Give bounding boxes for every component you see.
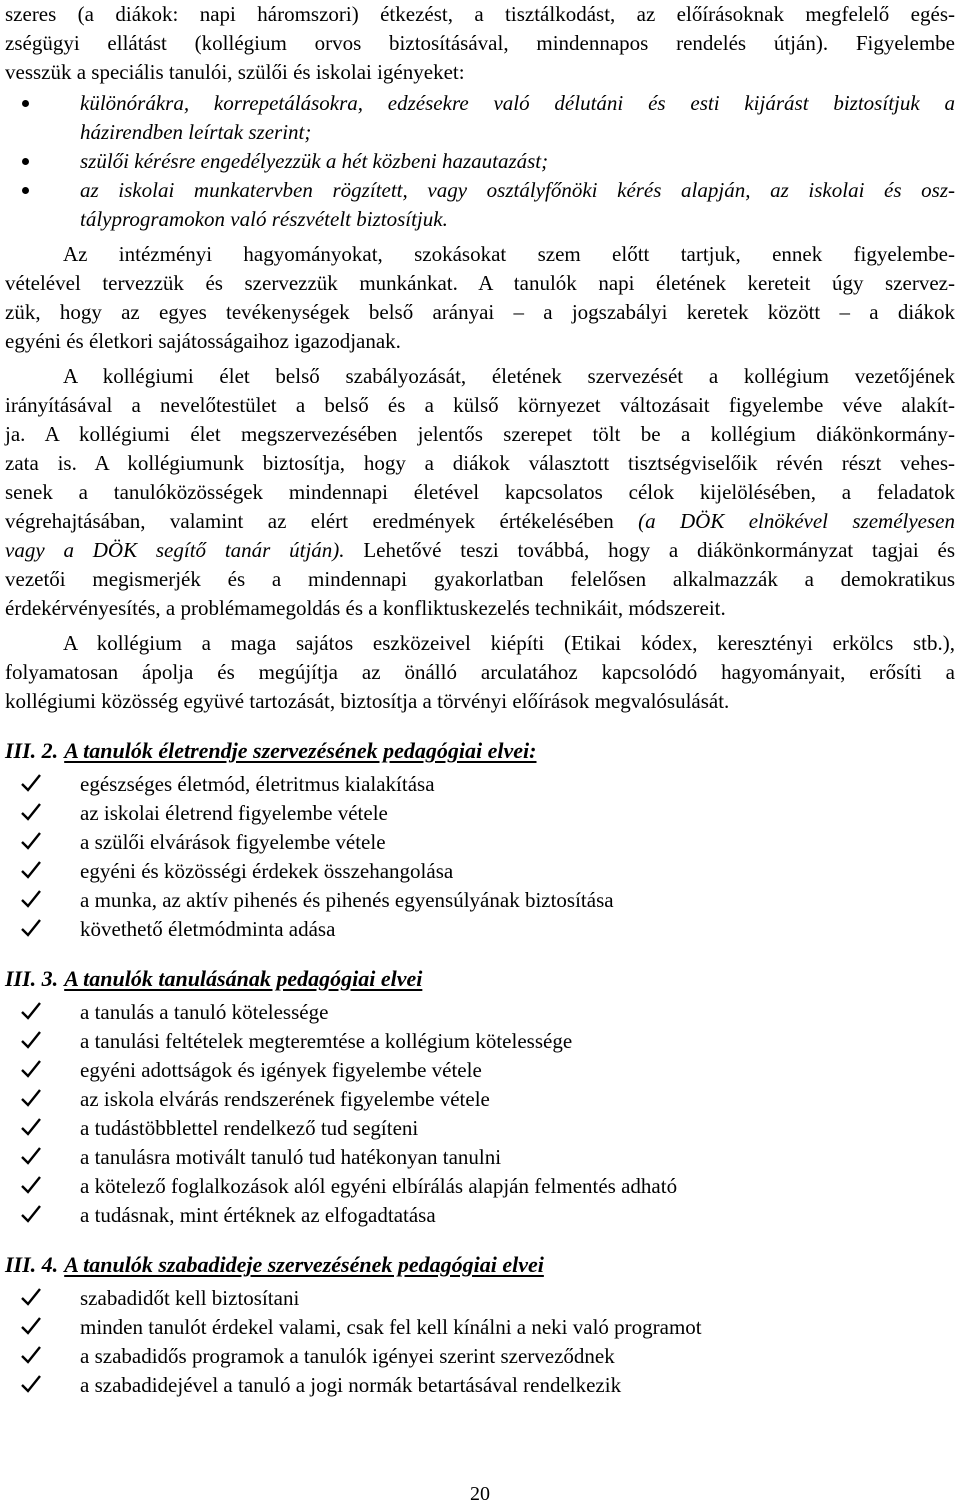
text-line: zata is. A kollégiumunk biztosítja, hogy a diákok választott tisztségviselőik révén részt vehes-	[5, 451, 955, 475]
section-number: III. 4.	[5, 1252, 59, 1277]
intro-paragraph	[5, 0, 955, 87]
check-item	[5, 828, 955, 857]
text-line: zük, hogy az egyes tevékenységek belső arányai – a jogszabályi keretek között – a diákok	[5, 300, 955, 324]
checkmark-icon	[20, 1146, 42, 1166]
text-line: vezetői megismerjék és a mindennapi gyakorlatban felelősen alkalmazzák a demokratikus	[5, 567, 955, 591]
text-line: A kollégiumi élet belső szabályozását, életének szervezését a kollégium vezetőjének	[63, 364, 955, 388]
check-item	[5, 1056, 955, 1085]
section-heading	[5, 736, 955, 766]
text-line: kollégiumi közösség együvé tartozását, biztosítja a törvényi előírások megvalósulását.	[5, 689, 730, 713]
check-item-label: követhető életmódminta adása	[80, 917, 336, 941]
paragraph-ethics	[5, 629, 955, 716]
checkmark-icon	[20, 889, 42, 909]
check-item-label: egészséges életmód, életritmus kialakítása	[80, 772, 435, 796]
section-III-4	[5, 1250, 955, 1400]
check-item	[5, 1027, 955, 1056]
document-page	[5, 0, 955, 1400]
check-item	[5, 770, 955, 799]
text-line: vesszük a speciális tanulói, szülői és iskolai igényeket:	[5, 60, 465, 84]
checkmark-icon	[20, 1030, 42, 1050]
check-list	[5, 1284, 955, 1400]
check-item-label: a tanulásra motivált tanuló tud hatékonyan tanulni	[80, 1145, 502, 1169]
check-item-label: szabadidőt kell biztosítani	[80, 1286, 300, 1310]
text-line: szeres (a diákok: napi háromszori) étkezést, a tisztálkodást, az előírásoknak megfelelő egés-	[5, 2, 955, 26]
checkmark-icon	[20, 773, 42, 793]
text-line: az iskolai munkatervben rögzített, vagy osztályfőnöki kérés alapján, az iskolai és osz-	[80, 178, 955, 202]
check-list	[5, 998, 955, 1230]
section-title: A tanulók életrendje szervezésének pedagógiai elvei:	[64, 738, 537, 763]
check-item	[5, 1143, 955, 1172]
section-III-3	[5, 964, 955, 1230]
text-line: irányításával a nevelőtestület a belső és a külső környezet változásait figyelembe véve alakít-	[5, 393, 955, 417]
text-line: ja. A kollégiumi élet megszervezésében jelentős szerepet tölt be a kollégium diákönkormány-	[5, 422, 955, 446]
text-line: folyamatosan ápolja és megújítja az önálló arculatához kapcsolódó hagyományait, erősíti a	[5, 660, 955, 684]
checkmark-icon	[20, 918, 42, 938]
bullet-list	[5, 89, 955, 234]
check-item-label: minden tanulót érdekel valami, csak fel kell kínálni a neki való programot	[80, 1315, 702, 1339]
text-line: senek a tanulóközösségek mindennapi életével kapcsolatos célok kijelölésében, a feladatok	[5, 480, 955, 504]
check-item-label: a tudástöbblettel rendelkező tud segíteni	[80, 1116, 419, 1140]
checkmark-icon	[20, 1204, 42, 1224]
checkmark-icon	[20, 1088, 42, 1108]
text-line: szülői kérésre engedélyezzük a hét közbeni hazautazást;	[80, 149, 549, 173]
checkmark-icon	[20, 860, 42, 880]
bullet-dot-icon	[22, 158, 29, 165]
text-line: Az intézményi hagyományokat, szokásokat szem előtt tartjuk, ennek figyelembe-	[63, 242, 955, 266]
bullet-item	[5, 147, 955, 176]
section-title: A tanulók tanulásának pedagógiai elvei	[64, 966, 423, 991]
bullet-item	[5, 176, 955, 234]
section-number: III. 3.	[5, 966, 59, 991]
check-item-label: az iskola elvárás rendszerének figyelembe vétele	[80, 1087, 490, 1111]
check-item	[5, 1371, 955, 1400]
check-item-label: egyéni adottságok és igények figyelembe vétele	[80, 1058, 482, 1082]
section-heading	[5, 1250, 955, 1280]
check-item	[5, 998, 955, 1027]
bullet-item	[5, 89, 955, 147]
checkmark-icon	[20, 1287, 42, 1307]
italic-segment: vagy a DÖK segítő tanár útján).	[5, 538, 345, 562]
text-line: különórákra, korrepetálásokra, edzésekre való délutáni és esti kijárást biztosítjuk a	[80, 91, 955, 115]
checkmark-icon	[20, 1316, 42, 1336]
check-item-label: a tanulási feltételek megteremtése a kollégium kötelessége	[80, 1029, 573, 1053]
text-line	[5, 536, 955, 565]
italic-segment: (a DÖK elnökével személyesen	[638, 509, 956, 533]
text-segment: Lehetővé teszi továbbá, hogy a diákönkormányzat tagjai és	[344, 538, 955, 562]
check-item	[5, 915, 955, 944]
text-segment: végrehajtásában, valamint az elért eredmények értékelésében	[5, 509, 614, 533]
check-item	[5, 1172, 955, 1201]
check-item	[5, 1342, 955, 1371]
page-number: 20	[470, 1483, 490, 1505]
check-item-label: a szülői elvárások figyelembe vétele	[80, 830, 386, 854]
section-heading	[5, 964, 955, 994]
text-line: egyéni és életkori sajátosságaihoz igazodjanak.	[5, 329, 401, 353]
text-line	[5, 507, 955, 536]
bullet-dot-icon	[22, 100, 29, 107]
check-item	[5, 1085, 955, 1114]
checkmark-icon	[20, 1059, 42, 1079]
checkmark-icon	[20, 1001, 42, 1021]
text-line: zségügyi ellátást (kollégium orvos biztosításával, mindennapos rendelés útján). Figyelembe	[5, 31, 955, 55]
checkmark-icon	[20, 1175, 42, 1195]
text-line: érdekérvényesítés, a problémamegoldás és a konfliktuskezelés technikáit, módszereit.	[5, 596, 726, 620]
check-item	[5, 886, 955, 915]
check-item	[5, 1201, 955, 1230]
check-item	[5, 1284, 955, 1313]
section-III-2	[5, 736, 955, 944]
section-title: A tanulók szabadideje szervezésének pedagógiai elvei	[64, 1252, 544, 1277]
check-item	[5, 1114, 955, 1143]
check-item-label: az iskolai életrend figyelembe vétele	[80, 801, 388, 825]
check-item-label: a tanulás a tanuló kötelessége	[80, 1000, 329, 1024]
check-item-label: a tudásnak, mint értéknek az elfogadtatása	[80, 1203, 436, 1227]
check-item	[5, 1313, 955, 1342]
check-item-label: a szabadidős programok a tanulók igényei szerint szerveződnek	[80, 1344, 615, 1368]
check-item-label: a kötelező foglalkozások alól egyéni elbírálás alapján felmentés adható	[80, 1174, 678, 1198]
text-line: A kollégium a maga sajátos eszközeivel kiépíti (Etikai kódex, keresztényi erkölcs stb.),	[63, 631, 955, 655]
text-line: tályprogramokon való részvételt biztosítjuk.	[80, 207, 448, 231]
text-line: vételével tervezzük és szervezzük munkánkat. A tanulók napi életének kereteit úgy szervez-	[5, 271, 955, 295]
bullet-dot-icon	[22, 187, 29, 194]
checkmark-icon	[20, 1117, 42, 1137]
checkmark-icon	[20, 802, 42, 822]
text-line: házirendben leírtak szerint;	[80, 120, 312, 144]
check-item	[5, 799, 955, 828]
checkmark-icon	[20, 1345, 42, 1365]
section-number: III. 2.	[5, 738, 59, 763]
check-list	[5, 770, 955, 944]
check-item	[5, 857, 955, 886]
check-item-label: a munka, az aktív pihenés és pihenés egyensúlyának biztosítása	[80, 888, 614, 912]
check-item-label: a szabadidejével a tanuló a jogi normák betartásával rendelkezik	[80, 1373, 622, 1397]
paragraph-student-government	[5, 362, 955, 623]
checkmark-icon	[20, 1374, 42, 1394]
check-item-label: egyéni és közösségi érdekek összehangolása	[80, 859, 454, 883]
paragraph-traditions	[5, 240, 955, 356]
checkmark-icon	[20, 831, 42, 851]
